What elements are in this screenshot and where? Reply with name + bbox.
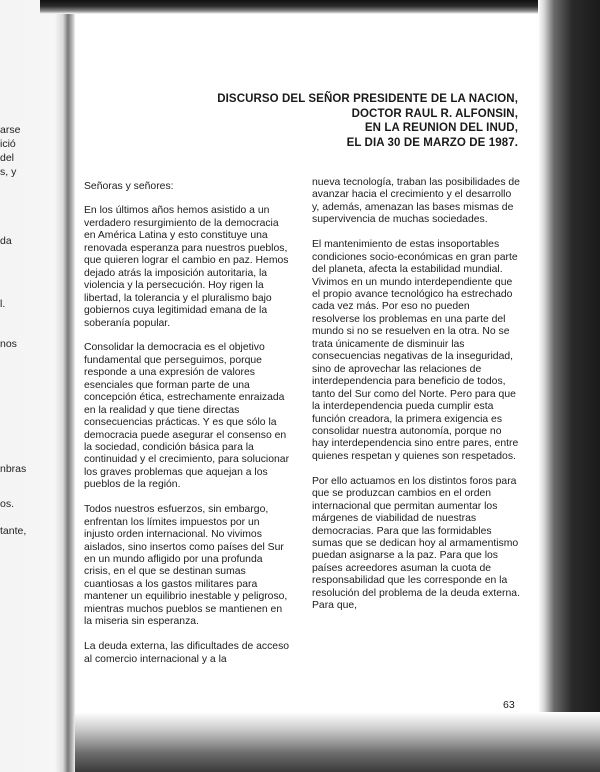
paragraph: Por ello actuamos en los distintos foros para que se produzcan cambios en el orden internacional que permitan aumentar los márgenes de viabilidad de nuestras democracias. Para que las formidables sumas que se dedican hoy al armamentismo puedan asignarse a la paz. Para que los países acreedores asuman la cuota de responsabilidad que les corresponde en la resolución del problema de la deuda externa. Para que,: [312, 475, 520, 612]
previous-page-fragment: os.: [0, 498, 15, 510]
heading-line: EL DIA 30 DE MARZO DE 1987.: [346, 136, 518, 149]
previous-page-fragment: nos: [0, 338, 17, 350]
heading-line: DISCURSO DEL SEÑOR PRESIDENTE DE LA NACION,: [217, 93, 518, 105]
previous-page-fragment: ició: [0, 138, 16, 150]
previous-page-fragment: del: [0, 152, 15, 164]
previous-page-fragment: l.: [0, 298, 6, 310]
scan-shadow-top: [40, 0, 600, 14]
document-page: [75, 14, 538, 714]
paragraph: Consolidar la democracia es el objetivo fundamental que perseguimos, porque responde a una expresión de valores esenciales que forman parte de una concepción ética, estrechamente enraizada en la realidad y que tiene directas consecuencias prácticas. Y es que sólo la democracia puede asegurar el consenso en la sociedad, condición básica para la continuidad y el crecimiento, para solucionar los graves problemas que aquejan a los pueblos de la región.: [84, 342, 290, 491]
paragraph: En los últimos años hemos asistido a un verdadero resurgimiento de la democracia en América Latina y esto constituye una renovada esperanza para nuestros pueblos, que quieren lograr el cambio en paz. Hemos dejado atrás la imposición autoritaria, la violencia y la persecución. Hoy rigen la libertad, la tolerancia y el pluralismo bajo gobiernos cuya legitimidad emana de la soberanía popular.: [84, 205, 289, 329]
paragraph: Todos nuestros esfuerzos, sin embargo, enfrentan los límites impuestos por un injusto orden internacional. No vivimos aislados, sino insertos como países del Sur en un mundo afligido por una profunda crisis, en el que se destinan sumas cuantiosas a los gastos militares para mantener un equilibrio inestable y peligroso, mientras muchos pueblos se mantienen en la miseria sin esperanza.: [84, 504, 288, 628]
previous-page-edge: [0, 0, 75, 772]
paragraph: La deuda externa, las dificultades de acceso al comercio internacional y a la: [84, 641, 290, 665]
previous-page-fragment: da: [0, 235, 12, 247]
previous-page-fragment: nbras: [0, 463, 27, 475]
paragraph: El mantenimiento de estas insoportables condiciones socio-económicas en gran parte del planeta, afecta la estabilidad mundial. Vivimos en un mundo interdependiente que el propio avance tecnológico ha estrechado cada vez más. Por eso no pueden resolverse los problemas en una parte del mundo si no se resuelven en la otra. No se trata únicamente de disminuir las consecuencias negativas de la inseguridad, sino de aprovechar las relaciones de interdependencia para beneficio de todos, tanto del Sur como del Norte. Pero para que la interdependencia pueda cumplir esta función creadora, la primera exigencia es consolidar nuestra autonomía, porque no hay interdependencia sino entre pares, entre quienes respetan y quienes son respetados.: [312, 239, 519, 462]
scan-shadow-right: [538, 0, 600, 772]
previous-page-fragment: tante,: [0, 525, 27, 537]
scan-shadow-bottom: [75, 712, 600, 772]
previous-page-fragment: arse: [0, 124, 21, 136]
heading-line: EN LA REUNION DEL INUD,: [364, 122, 518, 134]
greeting: Señoras y señores:: [84, 181, 174, 192]
heading-line: DOCTOR RAUL R. ALFONSIN,: [351, 107, 518, 120]
page-number: 63: [503, 699, 515, 711]
paragraph: nueva tecnología, traban las posibilidades de avanzar hacia el crecimiento y el desarrollo y, además, amenazan las bases mismas de supervivencia de muchas sociedades.: [312, 177, 520, 226]
left-text-column: [84, 181, 290, 678]
previous-page-fragment: s, y: [0, 166, 17, 178]
right-text-column: [312, 177, 520, 625]
speech-heading: [217, 92, 518, 150]
